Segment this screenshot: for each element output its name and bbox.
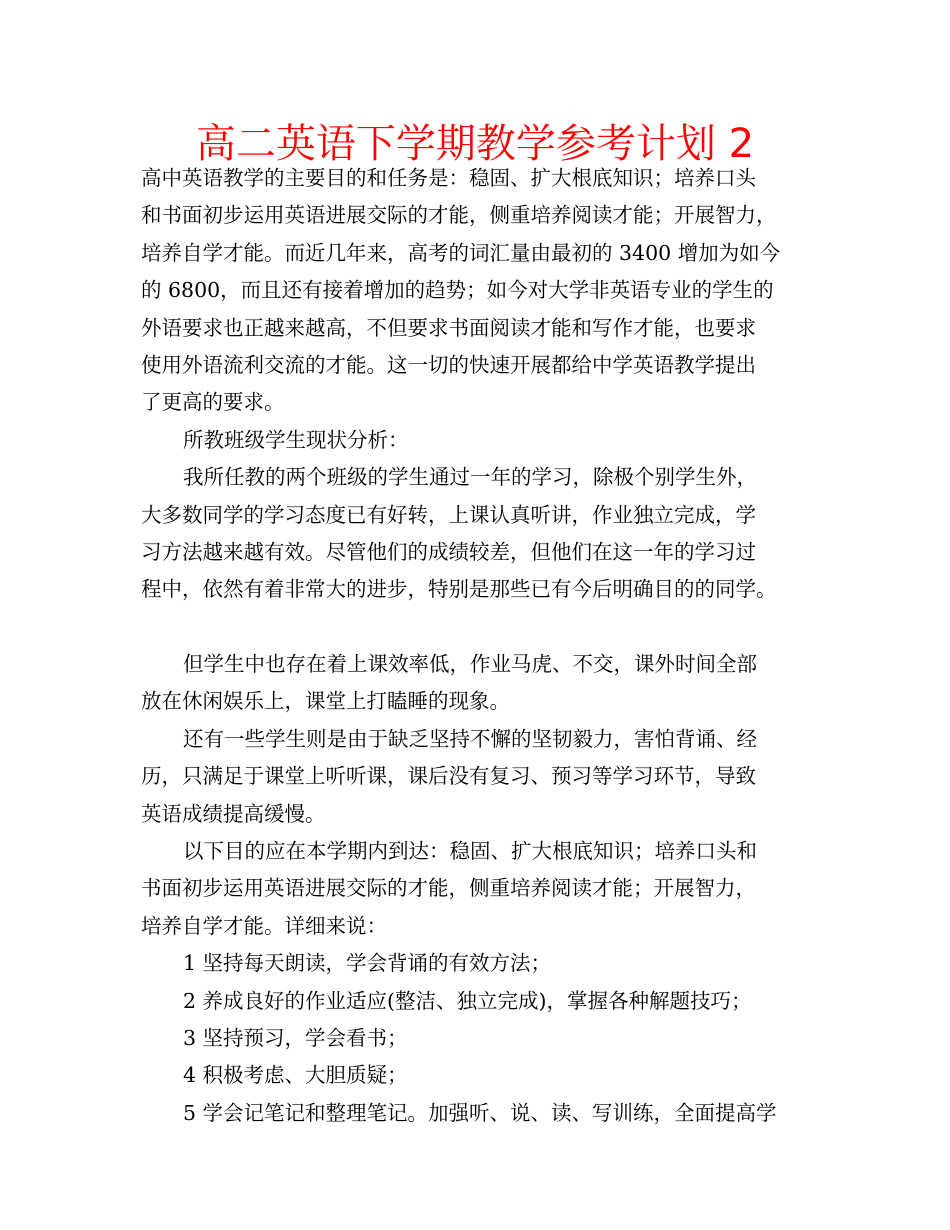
text-line: 放在休闲娱乐上，课堂上打瞌睡的现象。 <box>141 689 510 714</box>
text-line: 3 坚持预习，学会看书； <box>183 1025 408 1050</box>
text-line: 培养自学才能。详细来说： <box>141 913 387 938</box>
text-line: 使用外语流利交流的才能。这一切的快速开展都给中学英语教学提出 <box>141 352 756 377</box>
text-line: 程中，依然有着非常大的进步，特别是那些已有今后明确目的的同学。 <box>141 577 777 602</box>
text-line: 4 积极考虑、大胆质疑； <box>183 1063 408 1088</box>
text-line: 的 6800，而且还有接着增加的趋势；如今对大学非英语专业的学生的 <box>141 278 774 303</box>
document-body <box>141 160 816 1132</box>
text-line: 我所任教的两个班级的学生通过一年的学习，除极个别学生外， <box>183 465 757 490</box>
document-title: 高二英语下学期教学参考计划 2 <box>195 121 755 167</box>
text-line: 了更高的要求。 <box>141 390 285 415</box>
text-line: 培养自学才能。而近几年来，高考的词汇量由最初的 3400 增加为如今 <box>141 240 781 265</box>
text-line: 5 学会记笔记和整理笔记。加强听、说、读、写训练，全面提高学 <box>183 1100 777 1125</box>
text-line: 2 养成良好的作业适应(整洁、独立完成)，掌握各种解题技巧； <box>183 988 752 1013</box>
text-line: 还有一些学生则是由于缺乏坚持不懈的坚韧毅力，害怕背诵、经 <box>183 726 757 751</box>
text-line: 但学生中也存在着上课效率低，作业马虎、不交，课外时间全部 <box>183 652 757 677</box>
text-line: 历，只满足于课堂上听听课，课后没有复习、预习等学习环节，导致 <box>141 764 756 789</box>
text-line: 习方法越来越有效。尽管他们的成绩较差，但他们在这一年的学习过 <box>141 539 756 564</box>
text-line: 高中英语教学的主要目的和任务是：稳固、扩大根底知识；培养口头 <box>141 166 756 190</box>
text-line: 书面初步运用英语进展交际的才能，侧重培养阅读才能；开展智力， <box>141 876 756 901</box>
text-line: 以下目的应在本学期内到达：稳固、扩大根底知识；培养口头和 <box>183 839 757 864</box>
text-line: 所教班级学生现状分析： <box>183 427 409 452</box>
text-line: 和书面初步运用英语进展交际的才能，侧重培养阅读才能；开展智力， <box>141 203 777 228</box>
blank-line <box>141 609 816 646</box>
text-line: 大多数同学的学习态度已有好转，上课认真听讲，作业独立完成，学 <box>141 502 756 527</box>
text-line: 1 坚持每天朗读，学会背诵的有效方法； <box>183 951 552 976</box>
text-line: 外语要求也正越来越高，不但要求书面阅读才能和写作才能，也要求 <box>141 315 756 340</box>
text-line: 英语成绩提高缓慢。 <box>141 801 326 826</box>
